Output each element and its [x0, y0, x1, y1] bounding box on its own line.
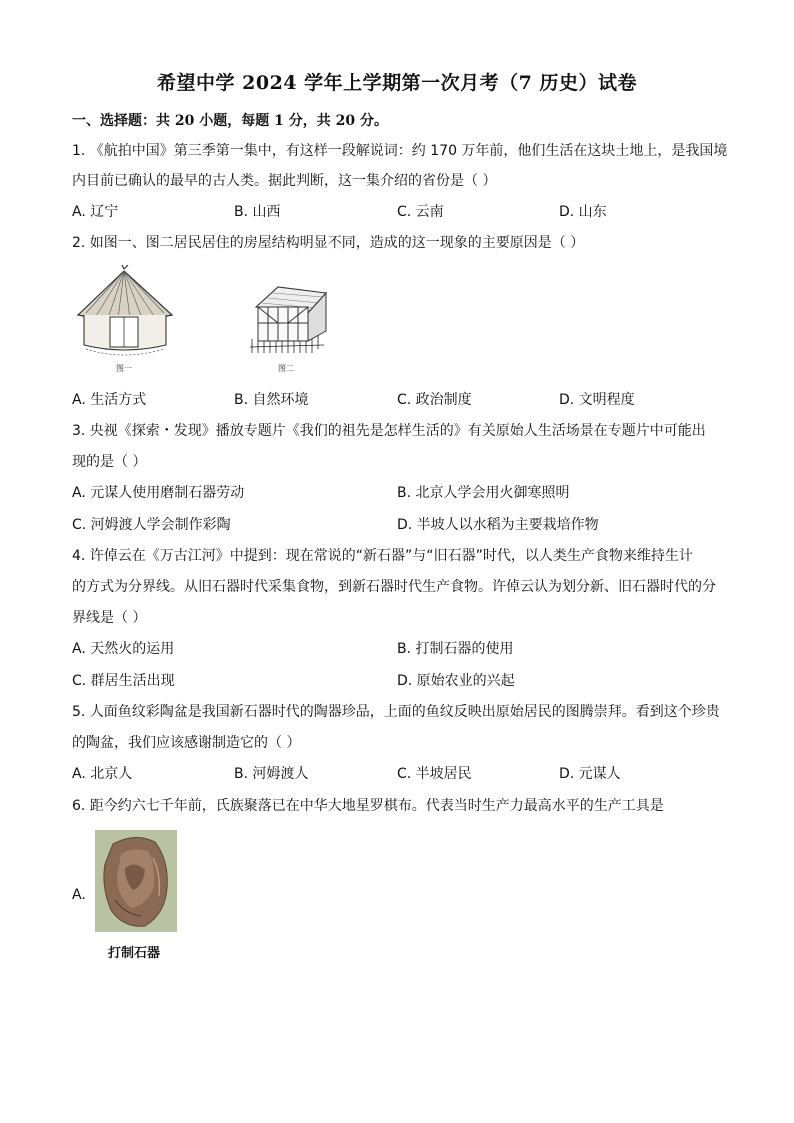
- q3-option-a[interactable]: A. 元谋人使用磨制石器劳动: [72, 485, 245, 501]
- question-6-line-1: 6. 距今约六七千年前，氏族聚落已在中华大地星罗棋布。代表当时生产力最高水平的生产工具是: [72, 798, 664, 814]
- question-1-line-1: 1. 《航拍中国》第三季第一集中，有这样一段解说词：约 170 万年前，他们生活在这块土地上，是我国境: [72, 143, 728, 159]
- q2-option-a[interactable]: A. 生活方式: [72, 392, 147, 408]
- q2-option-d[interactable]: D. 文明程度: [559, 392, 635, 408]
- q3-option-c[interactable]: C. 河姆渡人学会制作彩陶: [72, 517, 231, 533]
- figure-2-caption: 图二: [278, 364, 294, 373]
- q3-option-b[interactable]: B. 北京人学会用火御寒照明: [397, 485, 570, 501]
- q1-option-d[interactable]: D. 山东: [559, 204, 607, 220]
- hut-figure-1: [72, 265, 178, 361]
- question-4-line-3: 界线是（ ）: [72, 610, 147, 626]
- q1-option-c[interactable]: C. 云南: [397, 204, 444, 220]
- question-3-line-1: 3. 央视《探索・发现》播放专题片《我们的祖先是怎样生活的》有关原始人生活场景在专题片中可能出: [72, 423, 706, 439]
- question-5-line-2: 的陶盆，我们应该感谢制造它的（ ）: [72, 735, 301, 751]
- house-figure-2: [248, 283, 330, 355]
- q5-option-c[interactable]: C. 半坡居民: [397, 766, 472, 782]
- q5-option-b[interactable]: B. 河姆渡人: [234, 766, 309, 782]
- q4-option-b[interactable]: B. 打制石器的使用: [397, 641, 514, 657]
- q6-option-a-label[interactable]: A.: [72, 887, 86, 903]
- question-5-line-1: 5. 人面鱼纹彩陶盆是我国新石器时代的陶器珍品，上面的鱼纹反映出原始居民的图腾崇拜。看到这个珍贵: [72, 704, 720, 720]
- q2-option-c[interactable]: C. 政治制度: [397, 392, 472, 408]
- q1-option-b[interactable]: B. 山西: [234, 204, 281, 220]
- question-3-line-2: 现的是（ ）: [72, 454, 147, 470]
- page-title: 希望中学 2024 学年上学期第一次月考（7 历史）试卷: [157, 72, 637, 94]
- q4-option-d[interactable]: D. 原始农业的兴起: [397, 673, 515, 689]
- q2-option-b[interactable]: B. 自然环境: [234, 392, 309, 408]
- question-1-line-2: 内目前已确认的最早的古人类。据此判断，这一集介绍的省份是（ ）: [72, 173, 497, 189]
- q4-option-c[interactable]: C. 群居生活出现: [72, 673, 175, 689]
- q1-option-a[interactable]: A. 辽宁: [72, 204, 119, 220]
- stone-tool-image[interactable]: [95, 830, 177, 932]
- question-4-line-2: 的方式为分界线。从旧石器时代采集食物，到新石器时代生产食物。许倬云认为划分新、旧石器时代的分: [72, 579, 716, 595]
- q4-option-a[interactable]: A. 天然火的运用: [72, 641, 175, 657]
- question-2-line-1: 2. 如图一、图二居民居住的房屋结构明显不同，造成的这一现象的主要原因是（ ）: [72, 235, 585, 251]
- stone-tool-caption: 打制石器: [108, 946, 161, 961]
- section-heading: 一、选择题：共 20 小题，每题 1 分，共 20 分。: [72, 113, 388, 129]
- q3-option-d[interactable]: D. 半坡人以水稻为主要栽培作物: [397, 517, 599, 533]
- question-4-line-1: 4. 许倬云在《万古江河》中提到：现在常说的“新石器”与“旧石器”时代，以人类生产食物来维持生计: [72, 548, 693, 564]
- q5-option-d[interactable]: D. 元谋人: [559, 766, 621, 782]
- figure-1-caption: 图一: [116, 364, 132, 373]
- q5-option-a[interactable]: A. 北京人: [72, 766, 133, 782]
